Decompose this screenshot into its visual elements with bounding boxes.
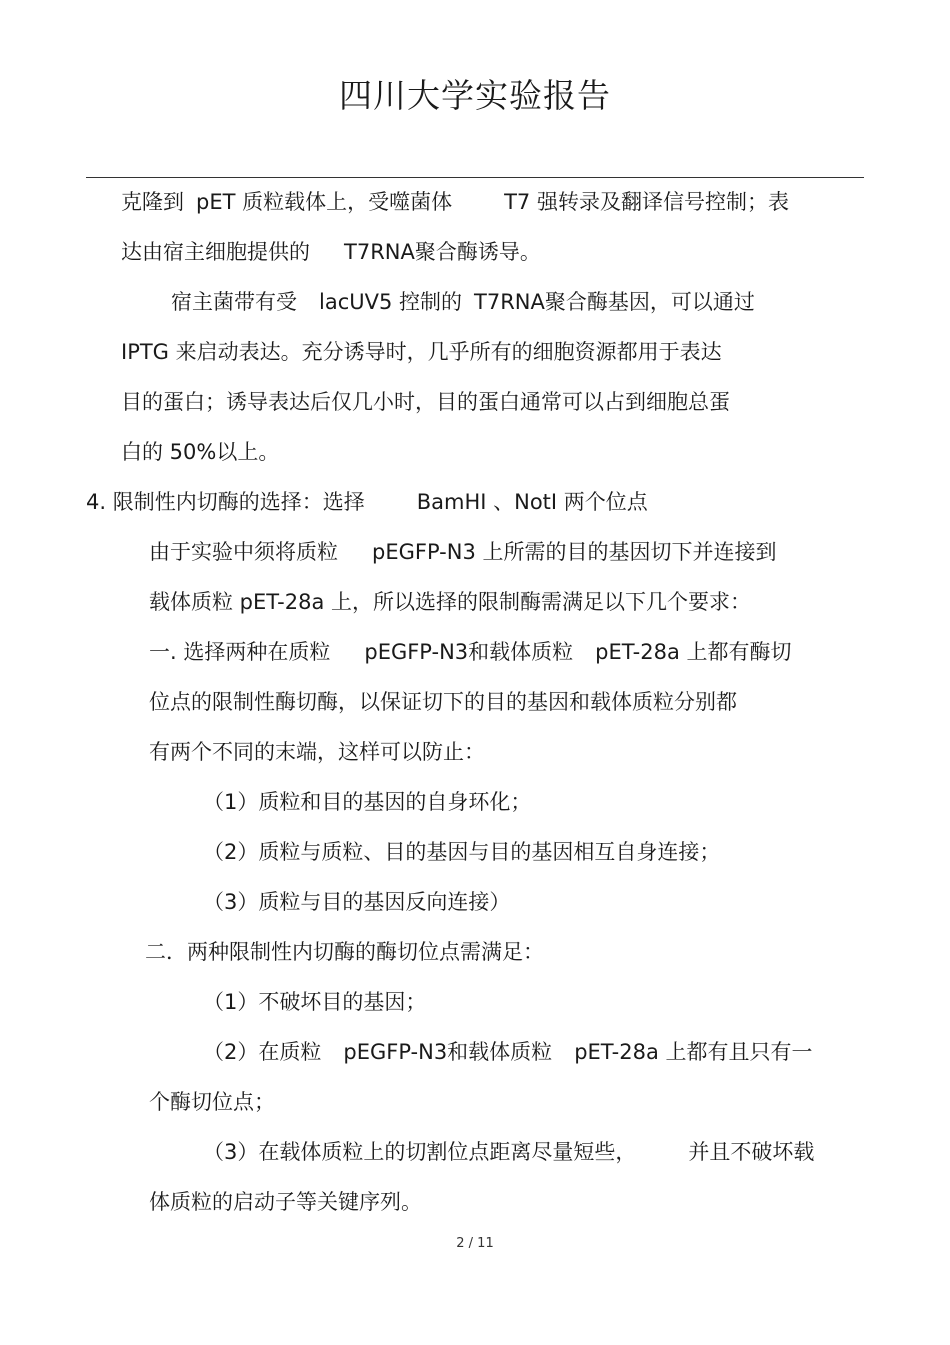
body-line-19: 个酶切位点； [149,1090,275,1114]
page-title: 四川大学实验报告 [339,76,611,115]
body-line-16: 二．两种限制性内切酶的酶切位点需满足： [145,940,544,964]
list-item-5: （2）在质粒 pEGFP-N3和载体质粒 pET-28a 上都有且只有一 [203,1040,813,1064]
list-item-4: （1）不破坏目的基因； [203,990,427,1014]
body-line-21: 体质粒的启动子等关键序列。 [149,1190,422,1214]
body-line-1: 克隆到 pET 质粒载体上，受噬菌体 T7 强转录及翻译信号控制；表 [121,190,789,214]
body-line-2: 达由宿主细胞提供的 T7RNA聚合酶诱导。 [121,240,541,264]
header-divider [86,177,864,178]
list-item-6: （3）在载体质粒上的切割位点距离尽量短些， 并且不破坏载 [203,1140,815,1164]
body-line-8: 由于实验中须将质粒 pEGFP-N3 上所需的目的基因切下并连接到 [149,540,777,564]
page-number: 2 / 11 [456,1236,494,1251]
body-line-11: 位点的限制性酶切酶，以保证切下的目的基因和载体质粒分别都 [149,690,737,714]
body-line-9: 载体质粒 pET-28a 上，所以选择的限制酶需满足以下几个要求： [149,590,752,614]
body-line-5: 目的蛋白；诱导表达后仅几小时，目的蛋白通常可以占到细胞总蛋 [121,390,730,414]
body-line-6: 白的 50%以上。 [121,440,280,464]
list-item-2: （2）质粒与质粒、目的基因与目的基因相互自身连接； [203,840,721,864]
body-line-4: IPTG 来启动表达。充分诱导时，几乎所有的细胞资源都用于表达 [121,340,722,364]
body-line-12: 有两个不同的末端，这样可以防止： [149,740,485,764]
list-item-1: （1）质粒和目的基因的自身环化； [203,790,532,814]
body-line-10: 一. 选择两种在质粒 pEGFP-N3和载体质粒 pET-28a 上都有酶切 [149,640,792,664]
body-line-3: 宿主菌带有受 lacUV5 控制的 T7RNA聚合酶基因，可以通过 [171,290,755,314]
list-item-3: （3）质粒与目的基因反向连接） [203,890,511,914]
section-heading-4: 4. 限制性内切酶的选择：选择 BamHI 、NotI 两个位点 [86,490,648,514]
